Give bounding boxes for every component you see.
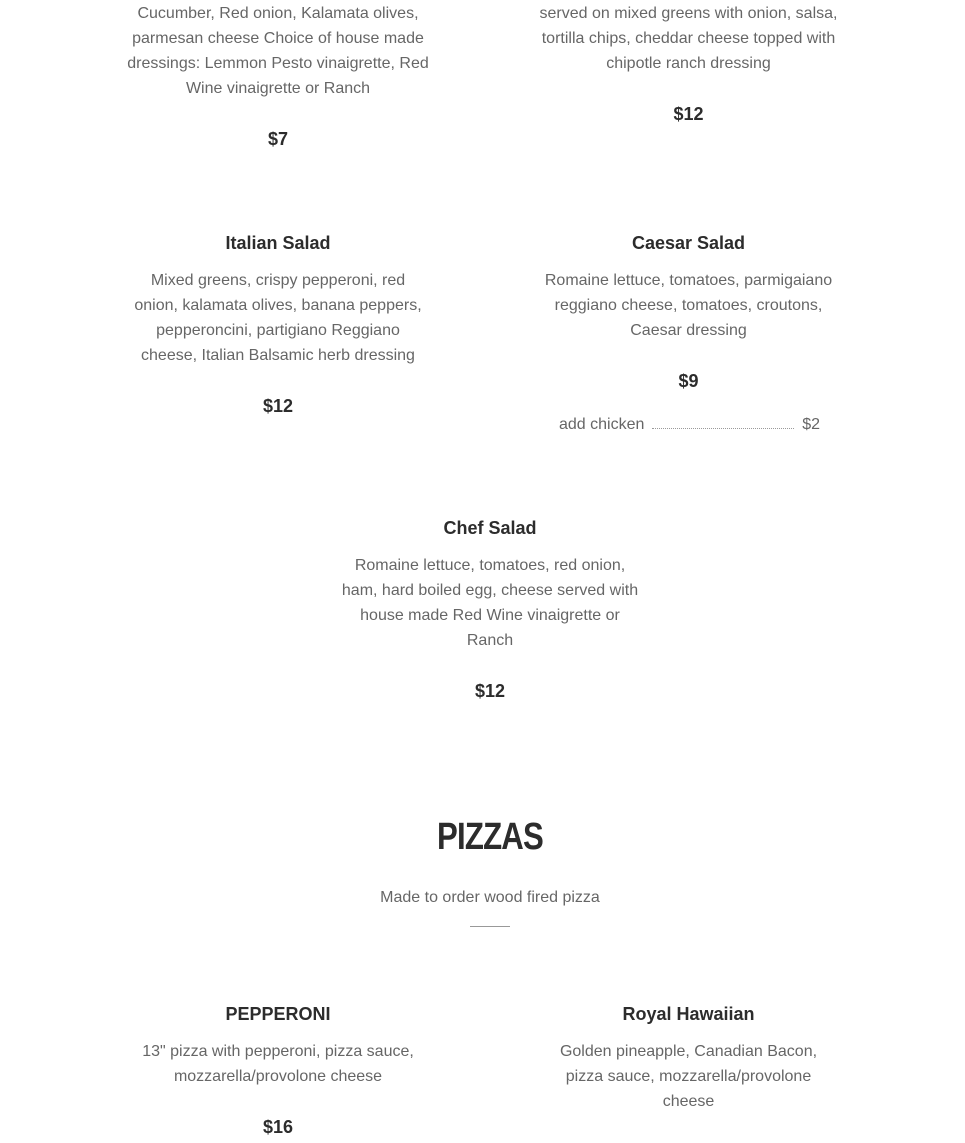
section-title-pizzas: PIZZAS — [437, 816, 543, 858]
dotted-leader — [652, 418, 794, 429]
item-name: Italian Salad — [225, 233, 331, 253]
item-name: Chef Salad — [443, 518, 537, 538]
item-price: $12 — [262, 396, 294, 416]
item-description: Cucumber, Red onion, Kalamata olives, parmesan cheese Choice of house made dressings: Lemmon Pesto vinaigrette, Red Wine vinaigrette or Ranch — [127, 5, 429, 97]
item-description: Golden pineapple, Canadian Bacon, pizza sauce, mozzarella/provolone cheese — [559, 1043, 818, 1110]
menu-item-chef-salad — [340, 517, 640, 702]
item-name: Royal Hawaiian — [622, 1004, 755, 1024]
item-description: Romaine lettuce, tomatoes, red onion, ham, hard boiled egg, cheese served with house made Red Wine vinaigrette or Ranch — [341, 557, 639, 649]
section-divider — [470, 926, 510, 927]
item-price: $12 — [673, 104, 704, 124]
item-description: 13" pizza with pepperoni, pizza sauce, mozzarella/provolone cheese — [142, 1043, 414, 1085]
item-price: $16 — [262, 1117, 294, 1137]
addon-row-chicken — [559, 414, 820, 436]
menu-item-royal-hawaiian-pizza — [555, 1003, 822, 1114]
item-name: Caesar Salad — [631, 233, 746, 253]
menu-item-greek-salad — [125, 1, 431, 150]
item-name: PEPPERONI — [225, 1004, 331, 1024]
addon-label: add chicken — [559, 416, 645, 433]
item-description: Mixed greens, crispy pepperoni, red onion, kalamata olives, banana peppers, pepperoncini, partigiano Reggiano cheese, Italian Balsamic herb dressing — [134, 272, 422, 364]
menu-item-pepperoni-pizza — [130, 1003, 426, 1138]
item-description: served on mixed greens with onion, salsa, tortilla chips, cheddar cheese topped with chipotle ranch dressing — [539, 5, 838, 72]
addon-price: $2 — [802, 416, 820, 433]
item-description: Romaine lettuce, tomatoes, parmigaiano reggiano cheese, tomatoes, croutons, Caesar dressing — [544, 272, 833, 339]
item-price: $12 — [474, 681, 506, 701]
menu-item-southwest-salad — [536, 1, 841, 125]
section-subtitle: Made to order wood fired pizza — [380, 889, 600, 906]
menu-item-caesar-salad — [540, 232, 837, 392]
menu-item-italian-salad — [130, 232, 426, 417]
item-price: $7 — [267, 129, 289, 149]
item-price: $9 — [678, 371, 699, 391]
